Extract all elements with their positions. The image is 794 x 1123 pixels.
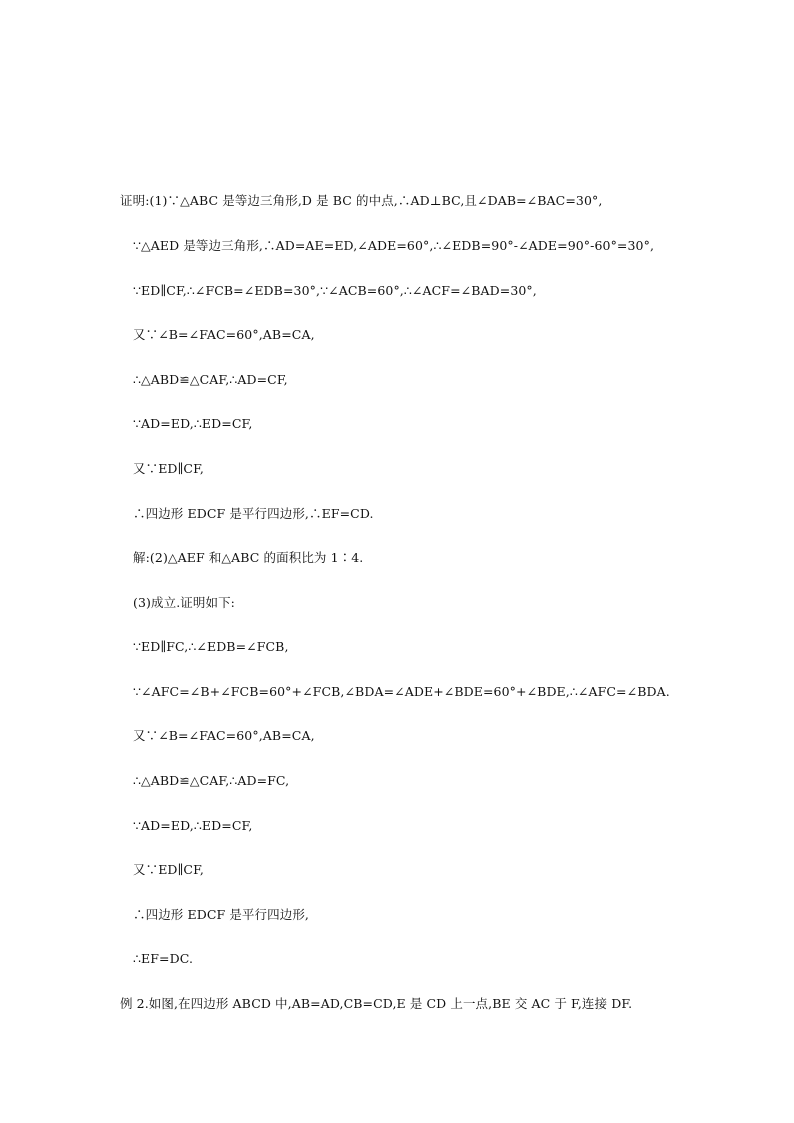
proof3-line-7: ∴四边形 EDCF 是平行四边形,: [133, 907, 310, 922]
proof3-line-2: ∵∠AFC=∠B+∠FCB=60°+∠FCB,∠BDA=∠ADE+∠BDE=60°+∠BDE,∴∠AFC=∠BDA.: [133, 684, 670, 699]
proof-line-1: 证明:(1)∵△ABC 是等边三角形,D 是 BC 的中点,∴AD⊥BC,且∠DAB=∠BAC=30°,: [120, 193, 603, 208]
proof-line-5: ∴△ABD≌△CAF,∴AD=CF,: [133, 372, 288, 387]
solution-part-2: 解:(2)△AEF 和△ABC 的面积比为 1∶4.: [133, 550, 364, 565]
proof3-line-6: 又∵ED∥CF,: [133, 862, 204, 877]
proof-line-2: ∵△AED 是等边三角形,∴AD=AE=ED,∠ADE=60°,∴∠EDB=90°-∠ADE=90°-60°=30°,: [133, 238, 655, 253]
proof-line-3: ∵ED∥CF,∴∠FCB=∠EDB=30°,∵∠ACB=60°,∴∠ACF=∠BAD=30°,: [133, 283, 537, 298]
proof-line-7: 又∵ED∥CF,: [133, 461, 204, 476]
proof3-line-3: 又∵∠B=∠FAC=60°,AB=CA,: [133, 728, 315, 743]
proof-line-6: ∵AD=ED,∴ED=CF,: [133, 416, 253, 431]
proof3-line-1: ∵ED∥FC,∴∠EDB=∠FCB,: [133, 639, 289, 654]
proof3-line-5: ∵AD=ED,∴ED=CF,: [133, 818, 253, 833]
proof3-line-4: ∴△ABD≌△CAF,∴AD=FC,: [133, 773, 290, 788]
proof3-line-8: ∴EF=DC.: [133, 951, 194, 966]
proof-line-4: 又∵∠B=∠FAC=60°,AB=CA,: [133, 327, 315, 342]
example-2-statement: 例 2.如图,在四边形 ABCD 中,AB=AD,CB=CD,E 是 CD 上一点,BE 交 AC 于 F,连接 DF.: [120, 996, 633, 1011]
proof-line-8: ∴四边形 EDCF 是平行四边形,∴EF=CD.: [133, 506, 374, 521]
solution-part-3-heading: (3)成立.证明如下:: [133, 595, 235, 610]
